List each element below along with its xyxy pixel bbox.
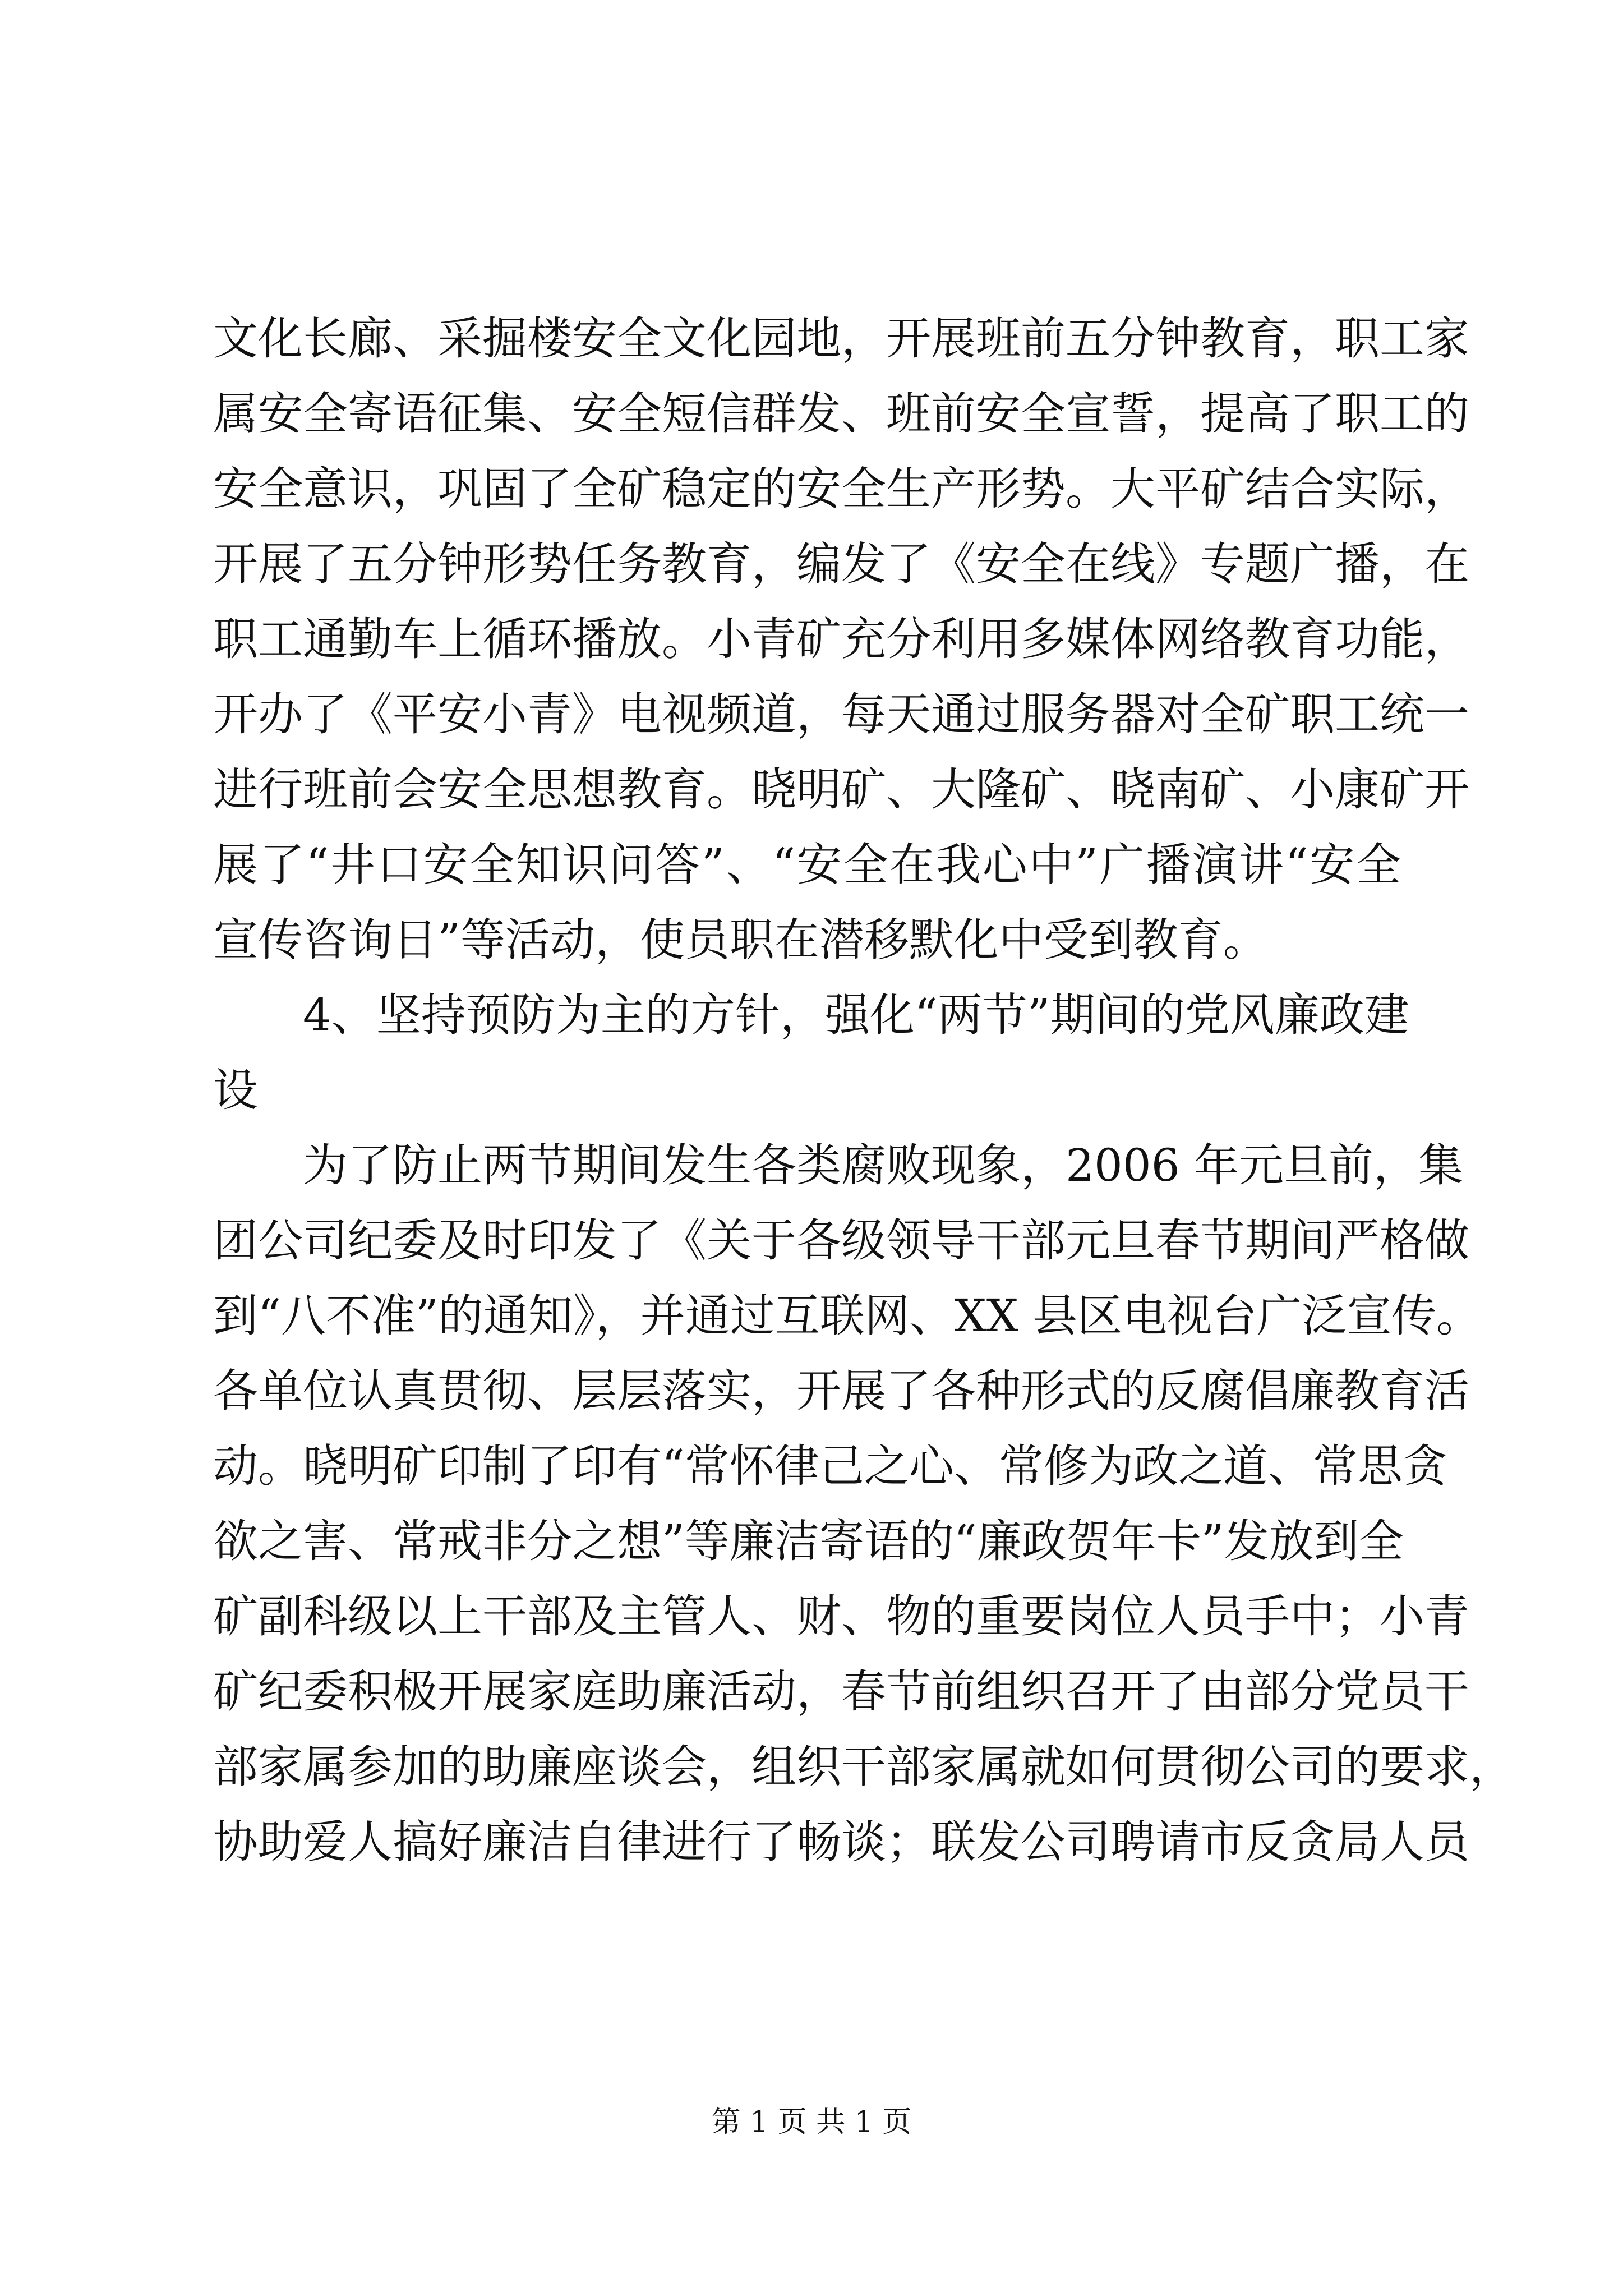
text-line: 为了防止两节期间发生各类腐败现象，2006 年元旦前，集 xyxy=(303,1139,1464,1191)
text-line: 欲之害、常戒非分之想”等廉洁寄语的“廉政贺年卡”发放到全 xyxy=(213,1515,1404,1567)
text-line: 展了“井口安全知识问答”、“安全在我心中”广播演讲“安全 xyxy=(213,839,1401,891)
text-line: 矿副科级以上干部及主管人、财、物的重要岗位人员手中；小青 xyxy=(213,1590,1469,1642)
text-line: 矿纪委积极开展家庭助廉活动，春节前组织召开了由部分党员干 xyxy=(213,1665,1469,1718)
page-number: 第 1 页 共 1 页 xyxy=(711,2105,912,2139)
text-line: 宣传咨询日”等活动，使员职在潜移默化中受到教育。 xyxy=(213,914,1268,966)
section-heading-line: 4、坚持预防为主的方针，强化“两节”期间的党风廉政建 xyxy=(303,989,1409,1041)
text-line: 职工通勤车上循环播放。小青矿充分利用多媒体网络教育功能， xyxy=(213,613,1469,665)
text-line: 开展了五分钟形势任务教育，编发了《安全在线》专题广播，在 xyxy=(213,538,1469,590)
text-line: 安全意识，巩固了全矿稳定的安全生产形势。大平矿结合实际， xyxy=(213,463,1469,515)
section-heading-line: 设 xyxy=(213,1064,258,1116)
text-line: 部家属参加的助廉座谈会，组织干部家属就如何贯彻公司的要求， xyxy=(213,1741,1514,1793)
text-line: 团公司纪委及时印发了《关于各级领导干部元旦春节期间严格做 xyxy=(213,1214,1469,1267)
text-line: 文化长廊、采掘楼安全文化园地，开展班前五分钟教育，职工家 xyxy=(213,312,1469,365)
text-line: 属安全寄语征集、安全短信群发、班前安全宣誓，提高了职工的 xyxy=(213,388,1469,440)
page-footer xyxy=(0,2102,1623,2142)
text-line: 进行班前会安全思想教育。晓明矿、大隆矿、晓南矿、小康矿开 xyxy=(213,763,1469,816)
text-line: 动。晓明矿印制了印有“常怀律己之心、常修为政之道、常思贪 xyxy=(213,1440,1447,1492)
text-line: 到“八不准”的通知》，并通过互联网、XX 县区电视台广泛宣传。 xyxy=(213,1290,1482,1342)
text-line: 开办了《平安小青》电视频道，每天通过服务器对全矿职工统一 xyxy=(213,688,1469,740)
text-line: 协助爱人搞好廉洁自律进行了畅谈；联发公司聘请市反贪局人员 xyxy=(213,1816,1469,1868)
text-line: 各单位认真贯彻、层层落实，开展了各种形式的反腐倡廉教育活 xyxy=(213,1365,1469,1417)
